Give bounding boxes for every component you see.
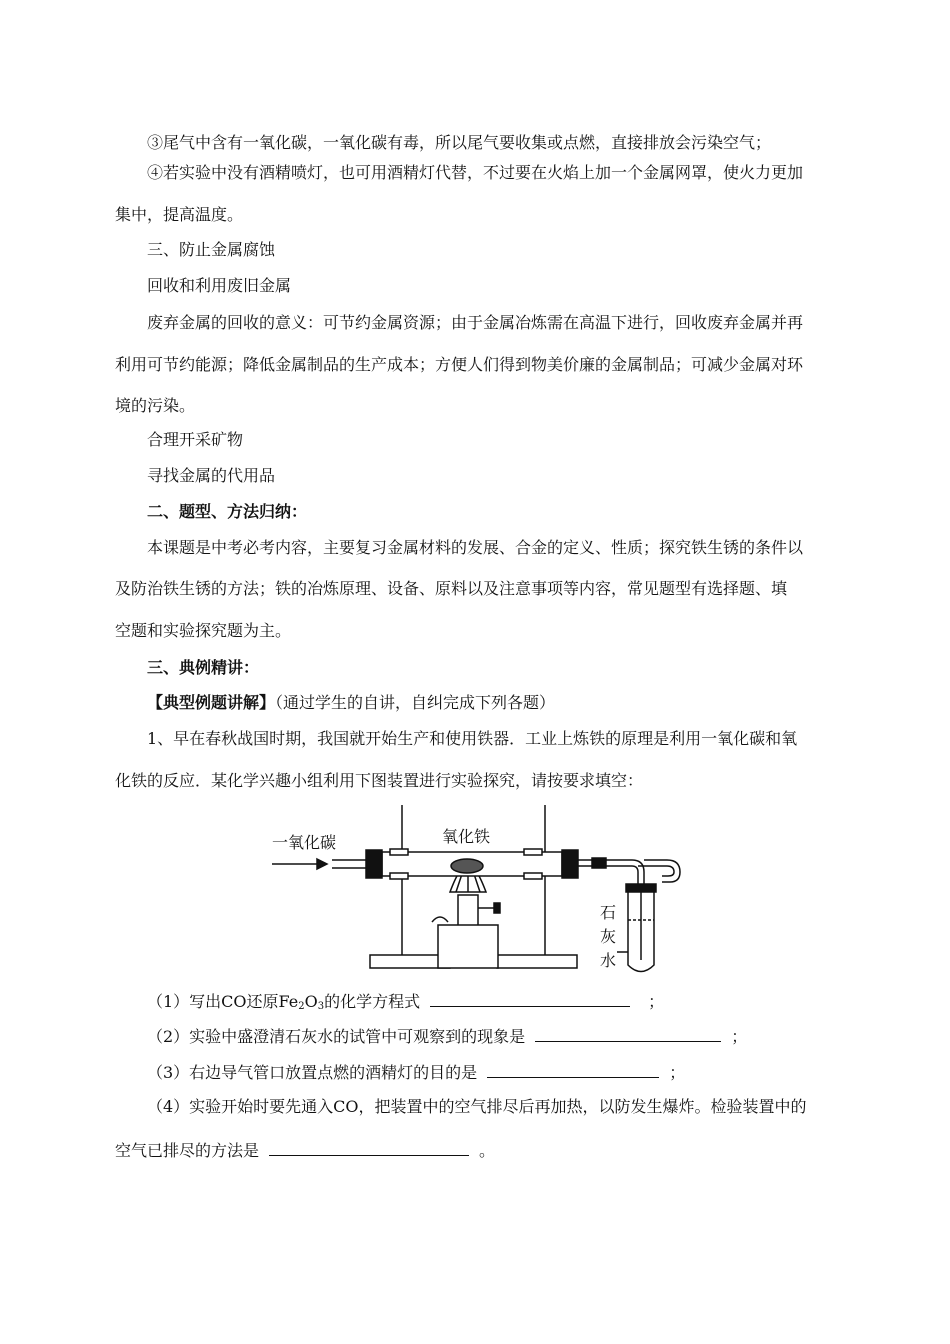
left-clamp-top	[390, 849, 408, 855]
question-1-stem-2: 化铁的反应．某化学兴趣小组利用下图装置进行实验探究，请按要求填空：	[115, 771, 644, 790]
subquestion-2-end: ；	[731, 1027, 748, 1046]
iron-oxide-label: 氧化铁	[442, 827, 491, 846]
paragraph-summary-3: 空题和实验探究题为主。	[115, 621, 292, 640]
heading-examples: 三、典例精讲：	[147, 658, 260, 677]
paragraph-recycle-meaning-2: 利用可节约能源；降低金属制品的生产成本；方便人们得到物美价廉的金属制品；可减少金属对环	[115, 355, 804, 374]
subquestion-4-line-1: （4）实验开始时要先通入CO，把装置中的空气排尽后再加热，以防发生爆炸。检验装置中的	[147, 1097, 807, 1116]
subquestion-1	[147, 990, 664, 1017]
example-intro	[147, 693, 555, 713]
answer-blank-3[interactable]	[487, 1061, 659, 1078]
apparatus-svg	[262, 800, 702, 980]
burner-knob	[494, 903, 500, 913]
example-intro-note: （通过学生的自讲，自纠完成下列各题）	[275, 693, 556, 712]
right-clamp-bottom	[524, 873, 542, 879]
limewater-label-1: 石	[600, 903, 617, 922]
right-clamp-top	[524, 849, 542, 855]
paragraph-alcohol-lamp-1: ④若实验中没有酒精喷灯，也可用酒精灯代替，不过要在火焰上加一个金属网罩，使火力更加	[147, 163, 804, 182]
limewater-label-3: 水	[600, 951, 617, 970]
example-intro-bold: 【典型例题讲解】	[147, 693, 276, 712]
heading-prevent-corrosion: 三、防止金属腐蚀	[147, 240, 276, 259]
answer-blank-4[interactable]	[269, 1139, 469, 1156]
item-recycle-metal: 回收和利用废旧金属	[147, 276, 292, 295]
limewater-label-2: 灰	[600, 927, 617, 946]
paragraph-summary-2: 及防治铁生锈的方法；铁的冶炼原理、设备、原料以及注意事项等内容，常见题型有选择题、填	[115, 579, 788, 598]
burner-neck	[458, 895, 478, 925]
item-rational-mining: 合理开采矿物	[147, 430, 244, 449]
subquestion-1-end: ；	[648, 992, 665, 1011]
left-clamp-bottom	[390, 873, 408, 879]
co-arrow-head	[317, 859, 327, 869]
left-stopper	[366, 850, 382, 878]
heading-question-types: 二、题型、方法归纳：	[147, 502, 308, 521]
subquestion-4-line-2	[115, 1139, 495, 1161]
paragraph-alcohol-lamp-2: 集中，提高温度。	[115, 205, 244, 224]
subquestion-3	[147, 1061, 685, 1083]
iron-smelting-apparatus-diagram	[262, 800, 702, 980]
subquestion-2-text: （2）实验中盛澄清石灰水的试管中可观察到的现象是	[147, 1027, 526, 1046]
subquestion-3-text: （3）右边导气管口放置点燃的酒精灯的目的是	[147, 1063, 478, 1082]
subscript-2: 2	[298, 1001, 305, 1012]
co-label: 一氧化碳	[272, 833, 337, 852]
answer-blank-2[interactable]	[535, 1025, 721, 1042]
burner-body	[438, 925, 498, 968]
oxygen-symbol: O	[304, 992, 318, 1011]
subquestion-3-end: ；	[669, 1063, 686, 1082]
paragraph-recycle-meaning-3: 境的污染。	[115, 396, 196, 415]
right-stopper	[562, 850, 578, 878]
subquestion-1-tail: 的化学方程式	[324, 992, 421, 1011]
subquestion-1-text: （1）写出CO还原Fe	[147, 992, 299, 1011]
subscript-3: 3	[317, 1001, 325, 1012]
item-metal-substitutes: 寻找金属的代用品	[147, 466, 276, 485]
subquestion-4-text: 空气已排尽的方法是	[115, 1141, 260, 1160]
subquestion-4-end: 。	[479, 1141, 496, 1160]
paragraph-tail-gas: ③尾气中含有一氧化碳，一氧化碳有毒，所以尾气要收集或点燃，直接排放会污染空气；	[147, 133, 772, 152]
paragraph-recycle-meaning-1: 废弃金属的回收的意义：可节约金属资源；由于金属冶炼需在高温下进行，回收废弃金属并再	[147, 313, 804, 332]
burner-handle	[432, 917, 448, 922]
question-1-stem-1: 1、早在春秋战国时期，我国就开始生产和使用铁器．工业上炼铁的原理是利用一氧化碳和氧	[147, 729, 798, 748]
right-stand-base	[497, 955, 577, 968]
subquestion-2	[147, 1025, 747, 1047]
test-tube-stopper	[626, 884, 656, 892]
iron-oxide-powder	[451, 859, 483, 873]
rubber-connector	[592, 858, 606, 868]
answer-blank-1[interactable]	[430, 990, 630, 1007]
paragraph-summary-1: 本课题是中考必考内容，主要复习金属材料的发展、合金的定义、性质；探究铁生锈的条件以	[147, 538, 804, 557]
